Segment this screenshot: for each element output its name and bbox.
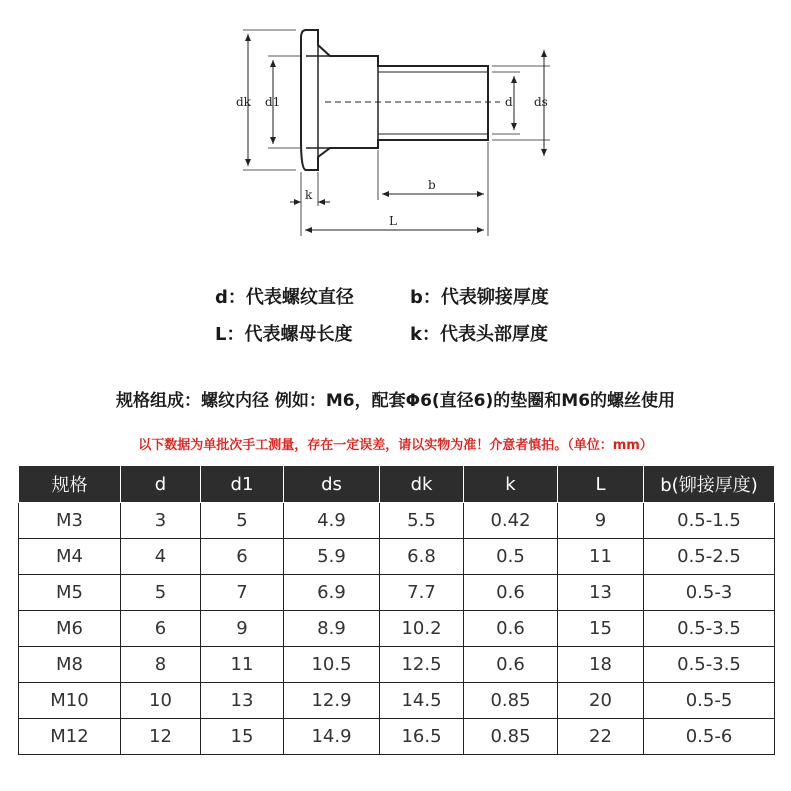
table-cell: 20: [558, 683, 644, 719]
table-cell: 5.9: [284, 539, 380, 575]
table-cell: 6: [201, 539, 284, 575]
b-label: b: [428, 178, 436, 192]
dk-label: dk: [236, 95, 251, 109]
table-cell: 0.5-1.5: [644, 503, 775, 539]
table-cell: 0.6: [464, 611, 558, 647]
table-row: [19, 539, 775, 575]
column-header: d1: [201, 466, 284, 503]
table-cell: 9: [558, 503, 644, 539]
table-cell: 15: [558, 611, 644, 647]
table-cell: 10.2: [380, 611, 464, 647]
table-cell: 12.9: [284, 683, 380, 719]
table-cell: 3: [121, 503, 201, 539]
table-cell: 5.5: [380, 503, 464, 539]
table-cell: 13: [201, 683, 284, 719]
spec-composition-note: 规格组成：螺纹内径 例如：M6，配套Φ6(直径6)的垫圈和M6的螺丝使用: [115, 391, 676, 411]
table-cell: 6.9: [284, 575, 380, 611]
table-cell: 14.5: [380, 683, 464, 719]
table-cell: 8: [121, 647, 201, 683]
table-cell: 0.5-2.5: [644, 539, 775, 575]
table-row: [19, 575, 775, 611]
table-cell: 10: [121, 683, 201, 719]
table-cell: M10: [19, 683, 121, 719]
table-cell: M12: [19, 719, 121, 755]
table-cell: 12.5: [380, 647, 464, 683]
rivet-nut-diagram: [0, 0, 791, 260]
table-cell: 13: [558, 575, 644, 611]
table-cell: 9: [201, 611, 284, 647]
table-header-row: [19, 466, 775, 503]
measurement-warning: 以下数据为单批次手工测量，存在一定误差，请以实物为准！介意者慎拍。（单位：mm）: [138, 438, 653, 453]
table-cell: 0.5-3.5: [644, 647, 775, 683]
table-cell: 5: [121, 575, 201, 611]
table-cell: M4: [19, 539, 121, 575]
L-label: L: [389, 214, 397, 228]
table-cell: 11: [558, 539, 644, 575]
d-label: d: [505, 95, 513, 109]
table-cell: 0.5-6: [644, 719, 775, 755]
legend-L: L：代表螺母长度: [215, 324, 353, 345]
table-cell: 18: [558, 647, 644, 683]
table-cell: M3: [19, 503, 121, 539]
spec-table: [18, 466, 775, 755]
k-label: k: [305, 188, 313, 202]
table-cell: 0.6: [464, 575, 558, 611]
legend-b: b：代表铆接厚度: [410, 287, 549, 308]
table-cell: 7.7: [380, 575, 464, 611]
table-row: [19, 503, 775, 539]
table-row: [19, 611, 775, 647]
table-cell: 4.9: [284, 503, 380, 539]
table-cell: 0.85: [464, 719, 558, 755]
table-cell: 0.5: [464, 539, 558, 575]
table-cell: 4: [121, 539, 201, 575]
table-cell: 0.6: [464, 647, 558, 683]
table-cell: M8: [19, 647, 121, 683]
table-cell: 0.42: [464, 503, 558, 539]
table-cell: 7: [201, 575, 284, 611]
table-body: [19, 503, 775, 755]
nut-outline: [301, 30, 488, 170]
column-header: b(铆接厚度): [644, 466, 775, 503]
table-cell: 14.9: [284, 719, 380, 755]
table-cell: 0.5-3: [644, 575, 775, 611]
table-cell: 0.5-3.5: [644, 611, 775, 647]
ds-label: ds: [534, 95, 548, 109]
legend-d: d：代表螺纹直径: [215, 287, 354, 308]
table-cell: 0.5-5: [644, 683, 775, 719]
table-cell: 0.85: [464, 683, 558, 719]
table-cell: 10.5: [284, 647, 380, 683]
table-cell: 11: [201, 647, 284, 683]
table-row: [19, 683, 775, 719]
column-header: ds: [284, 466, 380, 503]
table-row: [19, 647, 775, 683]
d1-label: d1: [265, 95, 281, 109]
table-cell: 15: [201, 719, 284, 755]
table-cell: M5: [19, 575, 121, 611]
column-header: 规格: [19, 466, 121, 503]
column-header: k: [464, 466, 558, 503]
table-cell: 6: [121, 611, 201, 647]
table-row: [19, 719, 775, 755]
table-cell: 6.8: [380, 539, 464, 575]
table-cell: 16.5: [380, 719, 464, 755]
column-header: dk: [380, 466, 464, 503]
column-header: L: [558, 466, 644, 503]
legend-k: k：代表头部厚度: [410, 324, 548, 345]
table-cell: M6: [19, 611, 121, 647]
table-cell: 5: [201, 503, 284, 539]
table-cell: 12: [121, 719, 201, 755]
column-header: d: [121, 466, 201, 503]
table-cell: 22: [558, 719, 644, 755]
table-cell: 8.9: [284, 611, 380, 647]
